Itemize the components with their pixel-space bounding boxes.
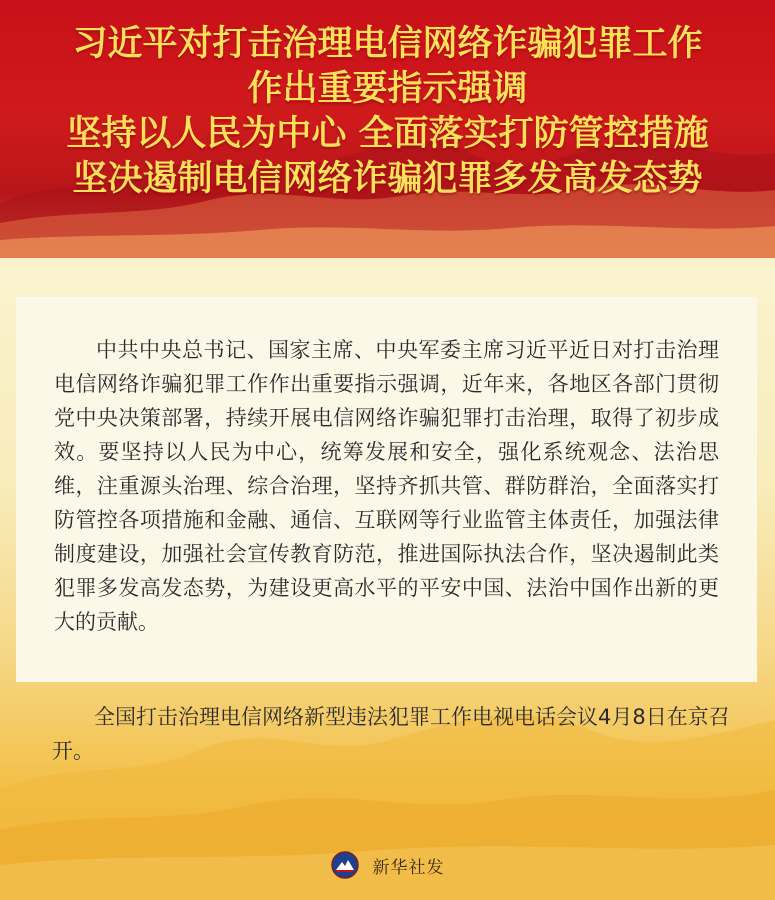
header-banner: [0, 0, 775, 258]
article-body: 中共中央总书记、国家主席、中央军委主席习近平近日对打击治理电信网络诈骗犯罪工作作出重要指示强调，近年来，各地区各部门贯彻党中央决策部署，持续开展电信网络诈骗犯罪打击治理，取得了初步成效。要坚持以人民为中心，统筹发展和安全，强化系统观念、法治思维，注重源头治理、综合治理，坚持齐抓共管、群防群治，全面落实打防管控各项措施和金融、通信、互联网等行业监管主体责任，加强法律制度建设，加强社会宣传教育防范，推进国际执法合作，坚决遏制此类犯罪多发高发态势，为建设更高水平的平安中国、法治中国作出新的更大的贡献。: [54, 338, 719, 634]
footer-agency: 新华社发: [372, 857, 445, 878]
article-card: [16, 297, 757, 682]
headline-line-3: 坚持以人民为中心 全面落实打防管控措施: [66, 114, 709, 154]
footer: [0, 845, 775, 885]
headline-line-1: 习近平对打击治理电信网络诈骗犯罪工作: [72, 24, 703, 64]
headline: [0, 22, 775, 202]
headline-line-4: 坚决遏制电信网络诈骗犯罪多发高发态势: [72, 159, 703, 199]
headline-line-2: 作出重要指示强调: [247, 69, 528, 109]
xinhua-logo-icon: [331, 851, 359, 879]
meeting-note: 全国打击治理电信网络新型违法犯罪工作电视电话会议4月8日在京召开。: [52, 705, 730, 763]
